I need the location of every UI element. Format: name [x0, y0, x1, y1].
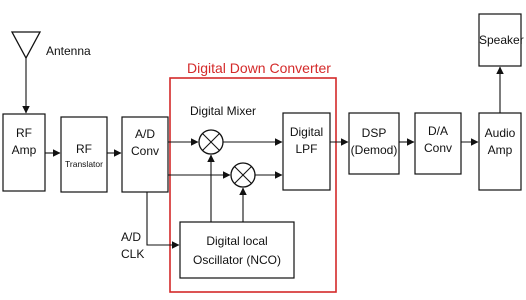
dsp-label-line2: (Demod)	[350, 143, 398, 157]
ad-conv-label-line2: Conv	[130, 144, 159, 158]
da-conv-label-line1: D/A	[427, 124, 448, 138]
digital-mixer-label: Digital Mixer	[190, 104, 257, 118]
rf-amp-label-line1: RF	[16, 126, 32, 140]
rf-translator-label-line2: Translator	[65, 159, 103, 169]
audio-amp-label-line2: Amp	[487, 143, 513, 157]
audio-amp-label-line1: Audio	[484, 126, 516, 140]
ddc-title: Digital Down Converter	[187, 60, 331, 76]
adc-clk-to-nco-arrow	[147, 192, 179, 245]
rf-translator-label-line1: RF	[76, 142, 92, 156]
nco-label-line1: Digital local	[206, 234, 268, 248]
antenna-icon	[12, 32, 40, 58]
dsp-label-line1: DSP	[361, 126, 387, 140]
nco-block	[180, 222, 294, 278]
antenna-label: Antenna	[46, 44, 91, 58]
nco-label-line2: Oscillator (NCO)	[192, 253, 281, 267]
rf-amp-label-line2: Amp	[11, 143, 37, 157]
da-conv-label-line2: Conv	[423, 141, 452, 155]
ad-clk-label-line2: CLK	[121, 247, 145, 261]
digital-lpf-label-line2: LPF	[295, 142, 318, 156]
speaker-label: Speaker	[479, 33, 524, 47]
ad-clk-label-line1: A/D	[121, 230, 142, 244]
ad-conv-label-line1: A/D	[134, 127, 155, 141]
digital-lpf-label-line1: Digital	[289, 125, 324, 139]
